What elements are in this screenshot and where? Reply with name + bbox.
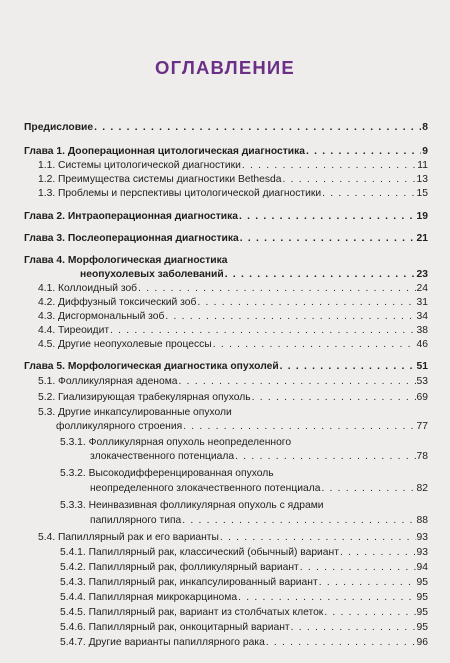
toc-entry-5-3-label: 5.3. Другие инкапсулированные опухоли <box>38 407 232 418</box>
leader-dots <box>306 145 421 158</box>
leader-dots <box>321 482 415 495</box>
toc-entry-1-2[interactable] <box>38 173 428 186</box>
toc-entry-page: 38 <box>416 325 428 336</box>
leader-dots <box>252 391 416 404</box>
toc-entry-label: 1.1. Системы цитологической диагностики <box>38 160 241 171</box>
toc-entry-page: 8 <box>422 122 428 133</box>
toc-entry-5-4-4[interactable] <box>60 591 428 604</box>
toc-entry-label: 5.2. Гиализирующая трабекулярная опухоль <box>38 392 251 403</box>
toc-entry-label: 4.5. Другие неопухолевые процессы <box>38 339 212 350</box>
leader-dots <box>319 576 416 589</box>
toc-entry-page: 93 <box>416 532 428 543</box>
leader-dots <box>138 282 415 295</box>
toc-entry-label: 5.4.3. Папиллярный рак, инкапсулированный вариант <box>60 577 318 588</box>
leader-dots <box>291 621 416 634</box>
toc-entry-5-4-6[interactable] <box>60 621 428 634</box>
leader-dots <box>242 159 416 172</box>
toc-entry-chapter-5[interactable] <box>24 360 428 373</box>
toc-entry-5-1[interactable] <box>38 375 428 388</box>
toc-entry-page: 53 <box>416 376 428 387</box>
toc-entry-label: неопухолевых заболеваний <box>80 269 224 280</box>
toc-entry-page: 19 <box>416 211 428 222</box>
toc-entry-5-4[interactable] <box>38 531 428 544</box>
toc-entry-page: 78 <box>416 451 428 462</box>
toc-entry-page: 95 <box>416 607 428 618</box>
toc-entry-5-3-3-label: 5.3.3. Неинвазивная фолликулярная опухоль с ядрами <box>60 500 324 511</box>
leader-dots <box>238 591 415 604</box>
toc-entry-page: 23 <box>416 269 428 280</box>
toc-entry-page: 69 <box>416 392 428 403</box>
toc-entry-4-5[interactable] <box>38 338 428 351</box>
toc-entry-label: Глава 2. Интраоперационная диагностика <box>24 211 238 222</box>
toc-entry-label: 5.4.4. Папиллярная микрокарцинома <box>60 592 238 603</box>
page-title: ОГЛАВЛЕНИЕ <box>155 57 295 78</box>
toc-entry-page: 9 <box>422 146 428 157</box>
toc-entry-page: 21 <box>416 233 428 244</box>
leader-dots <box>179 375 416 388</box>
leader-dots <box>283 173 416 186</box>
toc-entry-5-3-1-label: 5.3.1. Фолликулярная опухоль неопределенного <box>60 437 292 448</box>
toc-entry-label: 5.1. Фолликулярная аденома <box>38 376 178 387</box>
toc-entry-label: злокачественного потенциала <box>90 451 235 462</box>
toc-entry-5-3-2-label: 5.3.2. Высокодифференцированная опухоль <box>60 468 274 479</box>
leader-dots <box>235 450 415 463</box>
leader-dots <box>165 310 415 323</box>
leader-dots <box>213 338 416 351</box>
toc-entry-label: Предисловие <box>24 122 94 133</box>
toc-entry-label: 4.3. Дисгормональный зоб <box>38 311 165 322</box>
toc-entry-5-4-7[interactable] <box>60 636 428 649</box>
toc-entry-label: 4.1. Коллоидный зоб <box>38 283 138 294</box>
toc-entry-page: 34 <box>416 311 428 322</box>
toc-entry-5-4-2[interactable] <box>60 561 428 574</box>
toc-entry-1-1[interactable] <box>38 159 428 172</box>
toc-entry-page: 95 <box>416 592 428 603</box>
toc-entry-5-3-2[interactable] <box>90 482 428 495</box>
toc-entry-page: 13 <box>416 174 428 185</box>
toc-entry-5-2[interactable] <box>38 391 428 404</box>
leader-dots <box>94 121 421 134</box>
toc-entry-page: 95 <box>416 622 428 633</box>
leader-dots <box>322 187 415 200</box>
leader-dots <box>182 514 415 527</box>
toc-entry-page: 11 <box>417 160 428 171</box>
toc-entry-page: 88 <box>416 515 428 526</box>
toc-entry-chapter-1[interactable] <box>24 145 428 158</box>
toc-entry-page: 94 <box>416 562 428 573</box>
leader-dots <box>340 546 416 559</box>
toc-entry-5-4-1[interactable] <box>60 546 428 559</box>
toc-entry-label: неопределенного злокачественного потенциала <box>90 483 321 494</box>
toc-entry-label: Глава 3. Послеоперационная диагностика <box>24 233 239 244</box>
toc-entry-label: 4.4. Тиреоидит <box>38 325 110 336</box>
leader-dots <box>240 232 416 245</box>
leader-dots <box>300 561 416 574</box>
toc-entry-label: 1.2. Преимущества системы диагностики Bethesda <box>38 174 282 185</box>
toc-entry-page: 93 <box>416 547 428 558</box>
toc-entry-label: 5.4. Папиллярный рак и его варианты <box>38 532 219 543</box>
toc-entry-5-3-1[interactable] <box>90 450 428 463</box>
toc-entry-5-4-3[interactable] <box>60 576 428 589</box>
toc-entry-preface[interactable] <box>24 121 428 134</box>
toc-entry-5-4-5[interactable] <box>60 606 428 619</box>
toc-entry-page: 77 <box>416 421 428 432</box>
toc-entry-4-1[interactable] <box>38 282 428 295</box>
leader-dots <box>280 360 416 373</box>
leader-dots <box>110 324 415 337</box>
toc-entry-1-3[interactable] <box>38 187 428 200</box>
toc-entry-label: 4.2. Диффузный токсический зоб <box>38 297 197 308</box>
toc-entry-label: 1.3. Проблемы и перспективы цитологической диагностики <box>38 188 322 199</box>
toc-entry-chapter-4[interactable] <box>80 268 428 281</box>
toc-entry-label: 5.4.5. Папиллярный рак, вариант из столбчатых клеток <box>60 607 324 618</box>
toc-entry-page: 15 <box>416 188 428 199</box>
toc-entry-page: 82 <box>416 483 428 494</box>
leader-dots <box>197 296 415 309</box>
toc-entry-label: 5.4.2. Папиллярный рак, фолликулярный вариант <box>60 562 299 573</box>
toc-entry-label: 5.4.1. Папиллярный рак, классический (обычный) вариант <box>60 547 339 558</box>
leader-dots <box>324 606 415 619</box>
leader-dots <box>225 268 416 281</box>
toc-entry-chapter-4-label: Глава 4. Морфологическая диагностика <box>24 255 228 266</box>
leader-dots <box>220 531 416 544</box>
toc-entry-label: 5.4.7. Другие варианты папиллярного рака <box>60 637 265 648</box>
toc-entry-page: 24 <box>416 283 428 294</box>
toc-entry-page: 31 <box>416 297 428 308</box>
toc-entry-4-4[interactable] <box>38 324 428 337</box>
toc-entry-label: папиллярного типа <box>90 515 182 526</box>
toc-entry-4-3[interactable] <box>38 310 428 323</box>
leader-dots <box>266 636 416 649</box>
toc-entry-label: фолликулярного строения <box>56 421 183 432</box>
toc-entry-page: 95 <box>416 577 428 588</box>
toc-entry-page: 51 <box>416 361 428 372</box>
toc-entry-label: 5.4.6. Папиллярный рак, онкоцитарный вариант <box>60 622 290 633</box>
toc-entry-chapter-3[interactable] <box>24 232 428 245</box>
leader-dots <box>239 210 416 223</box>
toc-entry-5-3-3[interactable] <box>90 514 428 527</box>
toc-entry-4-2[interactable] <box>38 296 428 309</box>
toc-entry-label: Глава 1. Дооперационная цитологическая диагностика <box>24 146 306 157</box>
toc-entry-page: 96 <box>416 637 428 648</box>
leader-dots <box>183 420 415 433</box>
toc-entry-chapter-2[interactable] <box>24 210 428 223</box>
toc-entry-5-3[interactable] <box>56 420 428 433</box>
toc-entry-page: 46 <box>416 339 428 350</box>
toc-entry-label: Глава 5. Морфологическая диагностика опухолей <box>24 361 279 372</box>
